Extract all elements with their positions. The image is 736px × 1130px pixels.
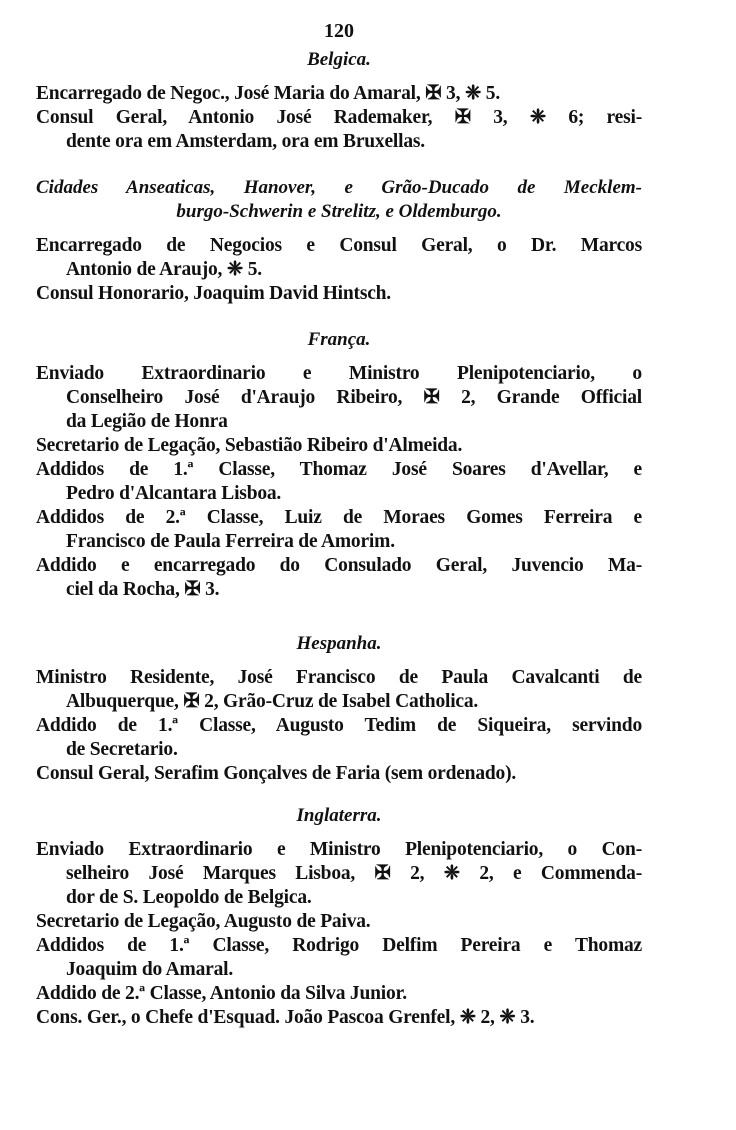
entry-line: Addidos de 1.ª Classe, Rodrigo Delfim Pereira e Thomaz <box>36 935 642 956</box>
spacer <box>36 352 642 362</box>
spacer <box>36 72 642 82</box>
entry <box>36 1006 642 1030</box>
entry <box>36 714 642 762</box>
entry-line: dor de S. Leopoldo de Belgica. <box>66 887 312 908</box>
entry-line: Addidos de 1.ª Classe, Thomaz José Soares d'Avellar, e <box>36 459 642 480</box>
section-heading: burgo-Schwerin e Strelitz, e Oldemburgo. <box>176 201 502 222</box>
entry-line: Enviado Extraordinario e Ministro Plenipotenciario, o Con- <box>36 839 642 860</box>
entry-line: Secretario de Legação, Augusto de Paiva. <box>36 911 371 932</box>
entry-line: Enviado Extraordinario e Ministro Plenipotenciario, o <box>36 363 642 384</box>
section <box>36 804 642 1030</box>
entry <box>36 506 642 554</box>
entry-line: Albuquerque, ✠ 2, Grão-Cruz de Isabel Catholica. <box>66 691 479 712</box>
entry <box>36 934 642 982</box>
book-page <box>36 14 642 1030</box>
entry-line: Antonio de Araujo, ❈ 5. <box>66 259 262 280</box>
section <box>36 48 642 154</box>
entry-line: selheiro José Marques Lisboa, ✠ 2, ❈ 2, e Commenda- <box>66 863 642 884</box>
section-heading: França. <box>307 329 371 350</box>
section <box>36 176 642 306</box>
entry-line: de Secretario. <box>66 739 178 760</box>
entry-line: Conselheiro José d'Araujo Ribeiro, ✠ 2, Grande Official <box>66 387 642 408</box>
section-heading: Belgica. <box>307 49 371 70</box>
section-heading: Inglaterra. <box>296 805 382 826</box>
entry <box>36 762 642 786</box>
spacer <box>36 828 642 838</box>
entry-line: da Legião de Honra <box>66 411 228 432</box>
entry-line: dente ora em Amsterdam, ora em Bruxellas. <box>66 131 425 152</box>
entry-line: Joaquim do Amaral. <box>66 959 234 980</box>
entry <box>36 666 642 714</box>
spacer <box>36 224 642 234</box>
entry-line: Addido de 1.ª Classe, Augusto Tedim de Siqueira, servindo <box>36 715 642 736</box>
entry-line: Consul Geral, Serafim Gonçalves de Faria (sem ordenado). <box>36 763 517 784</box>
entry-line: Francisco de Paula Ferreira de Amorim. <box>66 531 395 552</box>
section-heading: Cidades Anseaticas, Hanover, e Grão-Ducado de Mecklem- <box>36 177 642 198</box>
entry <box>36 362 642 434</box>
page-number: 120 <box>324 20 354 42</box>
entry-line: ciel da Rocha, ✠ 3. <box>66 579 220 600</box>
entry <box>36 982 642 1006</box>
entry <box>36 434 642 458</box>
section-heading: Hespanha. <box>296 633 382 654</box>
entry-line: Secretario de Legação, Sebastião Ribeiro d'Almeida. <box>36 435 463 456</box>
section <box>36 328 642 602</box>
entry-line: Consul Geral, Antonio José Rademaker, ✠ 3, ❈ 6; resi- <box>36 107 642 128</box>
entry-line: Consul Honorario, Joaquim David Hintsch. <box>36 283 391 304</box>
entry <box>36 458 642 506</box>
entry <box>36 234 642 282</box>
entry <box>36 554 642 602</box>
section <box>36 632 642 786</box>
entry-line: Encarregado de Negoc., José Maria do Amaral, ✠ 3, ❈ 5. <box>36 83 500 104</box>
entry-line: Addido de 2.ª Classe, Antonio da Silva Junior. <box>36 983 407 1004</box>
entry <box>36 82 642 106</box>
spacer <box>36 656 642 666</box>
entry <box>36 838 642 910</box>
page-body <box>36 48 642 1030</box>
entry <box>36 910 642 934</box>
entry-line: Encarregado de Negocios e Consul Geral, o Dr. Marcos <box>36 235 642 256</box>
entry-line: Addido e encarregado do Consulado Geral, Juvencio Ma- <box>36 555 642 576</box>
entry-line: Addidos de 2.ª Classe, Luiz de Moraes Gomes Ferreira e <box>36 507 642 528</box>
entry <box>36 282 642 306</box>
entry-line: Ministro Residente, José Francisco de Paula Cavalcanti de <box>36 667 642 688</box>
entry-line: Pedro d'Alcantara Lisboa. <box>66 483 282 504</box>
entry <box>36 106 642 154</box>
entry-line: Cons. Ger., o Chefe d'Esquad. João Pascoa Grenfel, ❈ 2, ❈ 3. <box>36 1007 535 1028</box>
